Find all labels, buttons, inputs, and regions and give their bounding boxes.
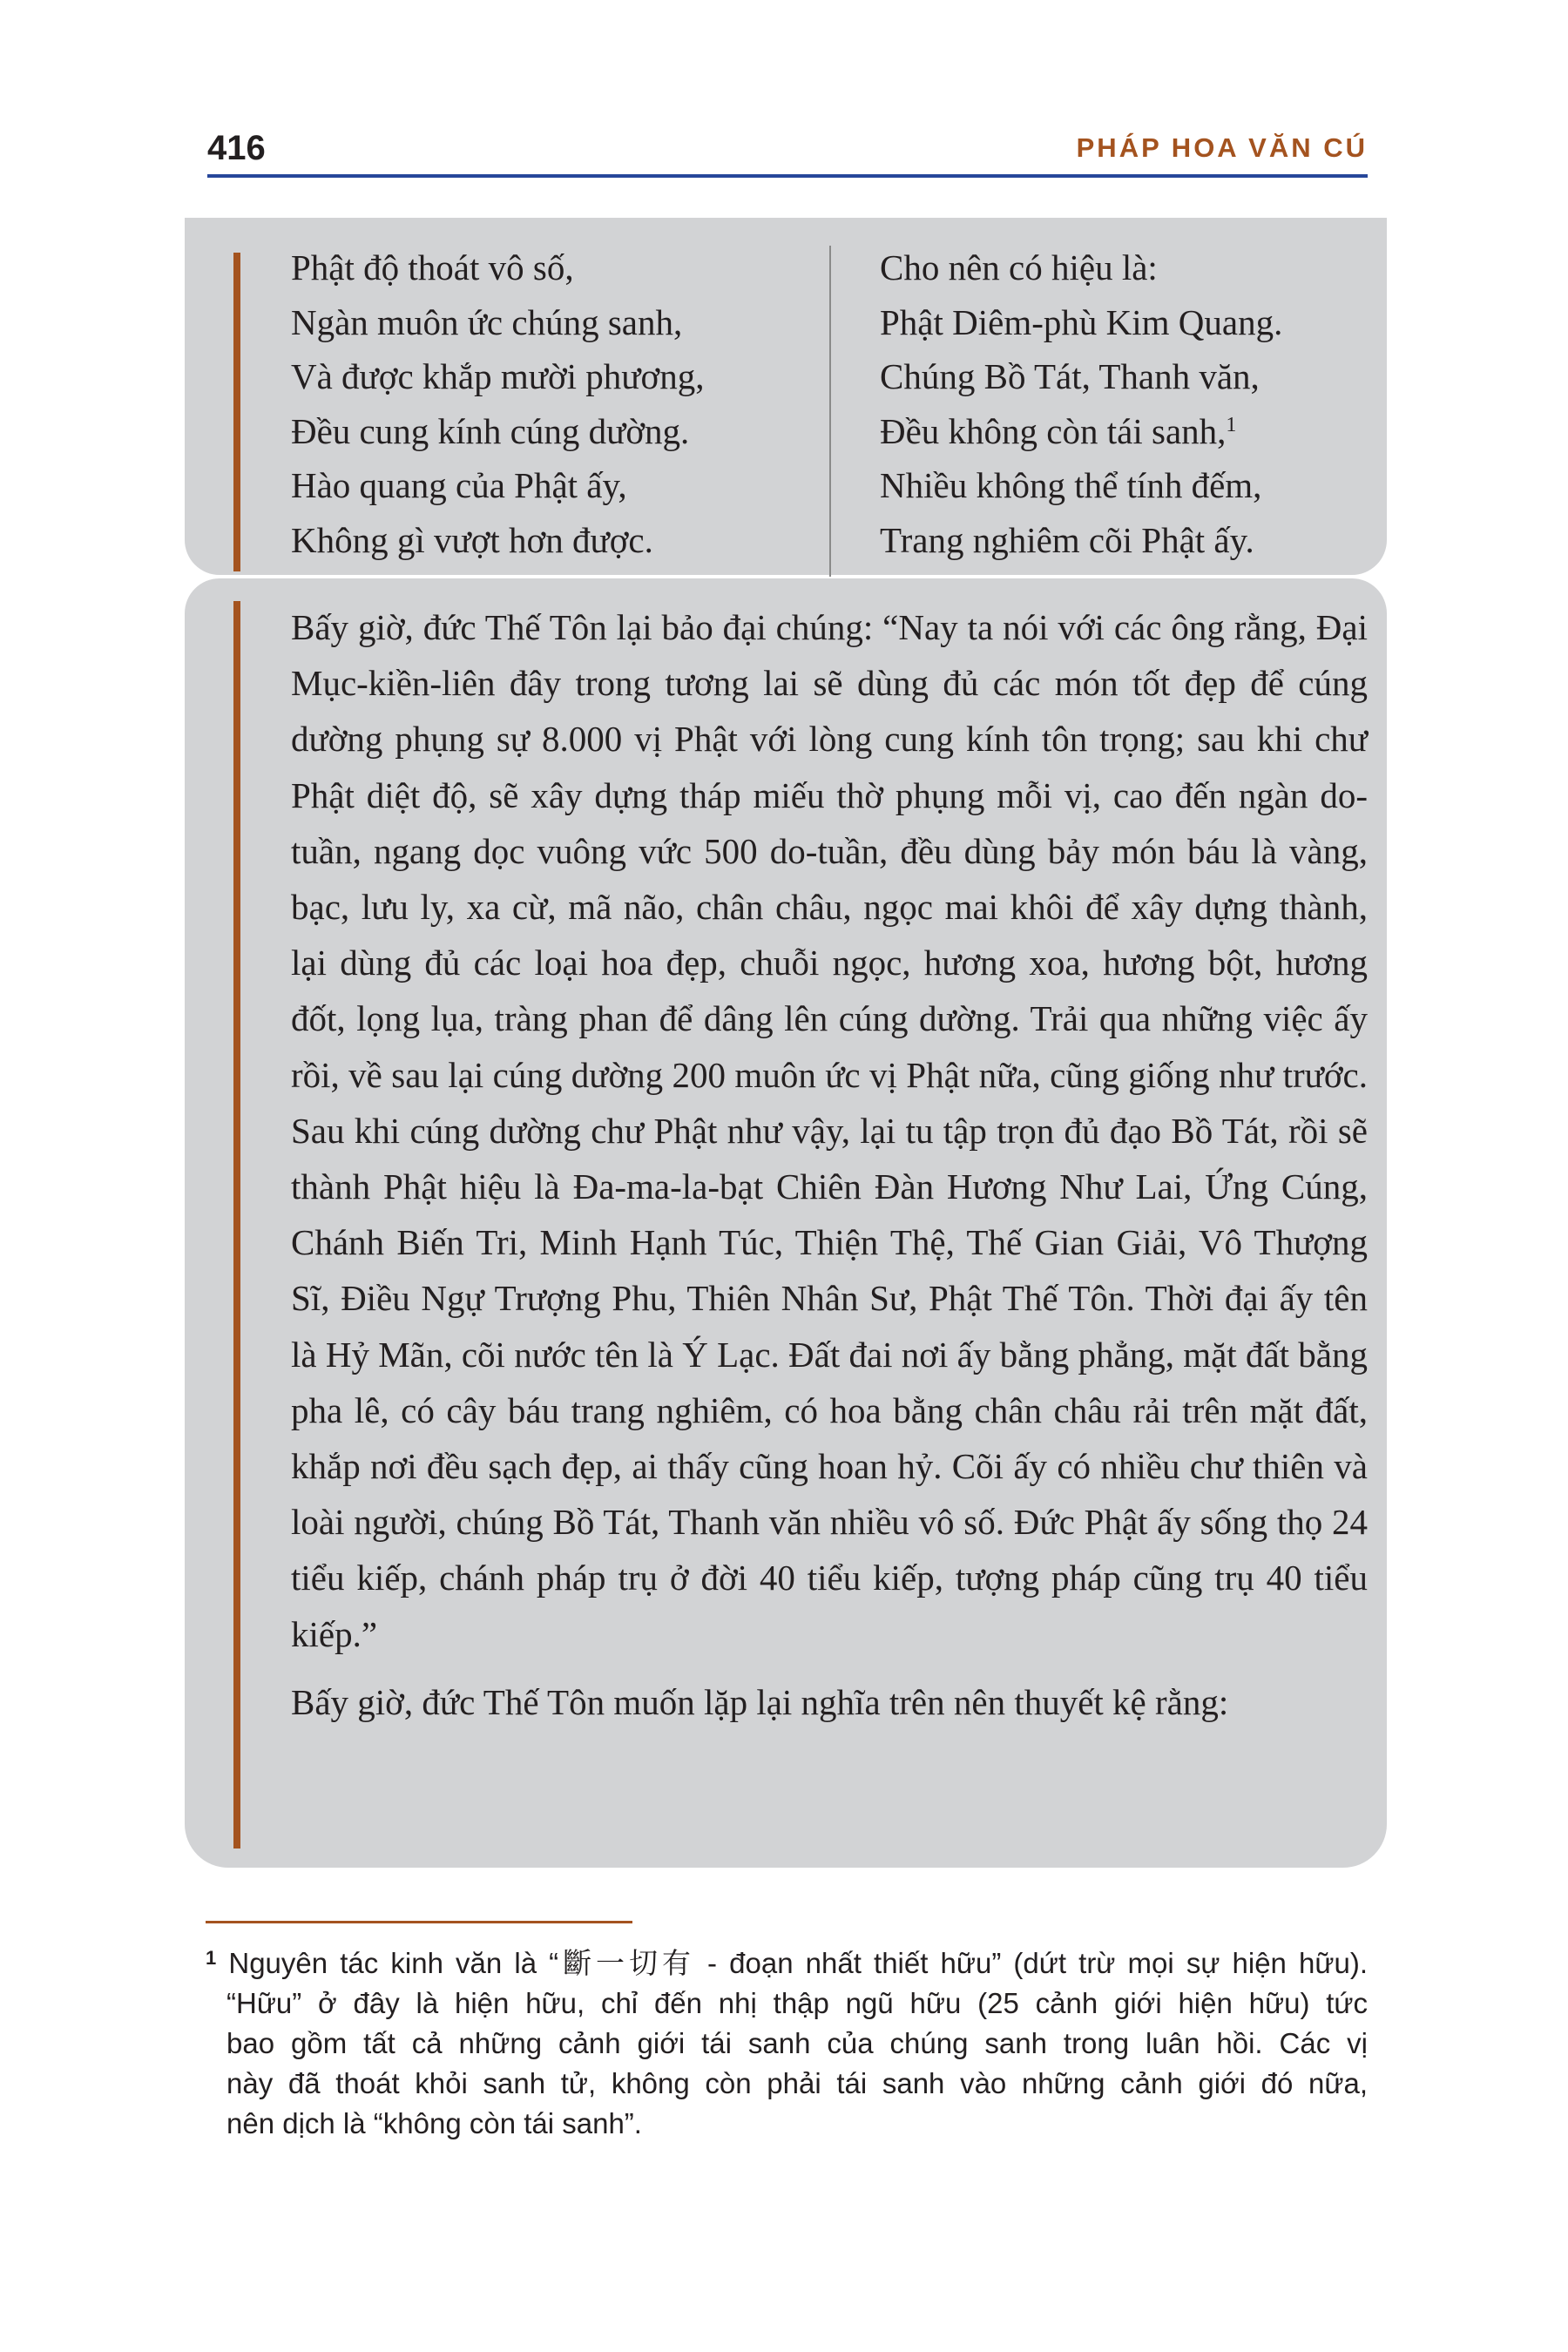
footnote-line: này đã thoát khỏi sanh tử, không còn phải tái sanh vào những cảnh giới đó nữa, xyxy=(226,2067,1368,2099)
verse-line: Phật độ thoát vô số, xyxy=(291,247,574,287)
verse-line-with-footnote xyxy=(880,404,1282,459)
verse-line: Trang nghiêm cõi Phật ấy. xyxy=(880,519,1254,560)
footnote-line xyxy=(206,1938,1368,1984)
prose-accent-rule xyxy=(233,601,240,1848)
footnote-line: bao gồm tất cả những cảnh giới tái sanh của chúng sanh trong luân hồi. Các vị xyxy=(226,2027,1368,2059)
footnote-line: nên dịch là “không còn tái sanh”. xyxy=(226,2107,642,2139)
page-header xyxy=(207,120,1368,178)
verse-accent-rule xyxy=(233,253,240,571)
prose-paragraph: Bấy giờ, đức Thế Tôn lại bảo đại chúng: “Nay ta nói với các ông rằng, Đại Mục-kiền-liên đây trong tương lai sẽ dùng đủ các món tốt đẹp để cúng dường phụng sự 8.000 vị Phật với lòng cung kính tôn trọng; sau khi chư Phật diệt độ, sẽ xây dựng tháp miếu thờ phụng mỗi vị, cao đến ngàn do-tuần, ngang dọc vuông vức 500 do-tuần, đều dùng bảy món báu là vàng, bạc, lưu ly, xa cừ, mã não, chân châu, ngọc mai khôi để xây dựng thành, lại dùng đủ các loại hoa đẹp, chuỗi ngọc, hương xoa, hương bột, hương đốt, lọng lụa, tràng phan để dâng lên cúng dường. Trải qua những việc ấy rồi, về sau lại cúng dường 200 muôn ức vị Phật nữa, cũng giống như trước. Sau khi cúng dường chư Phật như vậy, lại tu tập trọn đủ đạo Bồ Tát, rồi sẽ thành Phật hiệu là Đa-ma-la-bạt Chiên Đàn Hương Như Lai, Ứng Cúng, Chánh Biến Tri, Minh Hạnh Túc, Thiện Thệ, Thế Gian Giải, Vô Thượng Sĩ, Điều Ngự Trượng Phu, Thiên Nhân Sư, Phật Thế Tôn. Thời đại ấy tên là Hỷ Mãn, cõi nước tên là Ý Lạc. Đất đai nơi ấy bằng phẳng, mặt đất bằng pha lê, có cây báu trang nghiêm, có hoa bằng chân châu rải trên mặt đất, khắp nơi đều sạch đẹp, ai thấy cũng hoan hỷ. Cõi ấy có nhiều chư thiên và loài người, chúng Bồ Tát, Thanh văn nhiều vô số. Đức Phật ấy sống thọ 24 tiểu kiếp, chánh pháp trụ ở đời 40 tiểu kiếp, tượng pháp cũng trụ 40 tiểu kiếp.” xyxy=(291,607,1368,1654)
footnote-reference[interactable]: 1 xyxy=(1226,413,1237,436)
verse-line: Chúng Bồ Tát, Thanh văn, xyxy=(880,356,1260,396)
verse-left-column xyxy=(291,240,704,567)
verse-line: Đều cung kính cúng dường. xyxy=(291,410,690,451)
verse-line: Ngàn muôn ức chúng sanh, xyxy=(291,301,683,342)
verse-line: Không gì vượt hơn được. xyxy=(291,519,653,560)
verse-line: Hào quang của Phật ấy, xyxy=(291,465,627,505)
verse-column-divider xyxy=(829,246,831,577)
footnote-line-text: Nguyên tác kinh văn là “斷一切有 - đoạn nhất thiết hữu” (dứt trừ mọi sự hiện hữu). xyxy=(228,1947,1368,1979)
verse-line: Phật Diêm-phù Kim Quang. xyxy=(880,301,1283,342)
footnote-separator xyxy=(206,1921,632,1923)
verse-line: Cho nên có hiệu là: xyxy=(880,247,1158,287)
footnote xyxy=(206,1938,1368,2144)
verse-line: Và được khắp mười phương, xyxy=(291,356,705,396)
page-number: 416 xyxy=(207,129,266,167)
running-title: PHÁP HOA VĂN CÚ xyxy=(1076,132,1368,163)
footnote-line: “Hữu” ở đây là hiện hữu, chỉ đến nhị thập ngũ hữu (25 cảnh giới hiện hữu) tức xyxy=(226,1987,1368,2019)
verse-line-text: Đều không còn tái sanh, xyxy=(880,410,1227,451)
footnote-marker: 1 xyxy=(206,1947,217,1969)
prose-paragraph: Bấy giờ, đức Thế Tôn muốn lặp lại nghĩa trên nên thuyết kệ rằng: xyxy=(291,1681,1229,1722)
prose-body xyxy=(291,599,1368,1730)
verse-right-column xyxy=(880,240,1282,567)
verse-line: Nhiều không thể tính đếm, xyxy=(880,465,1262,505)
